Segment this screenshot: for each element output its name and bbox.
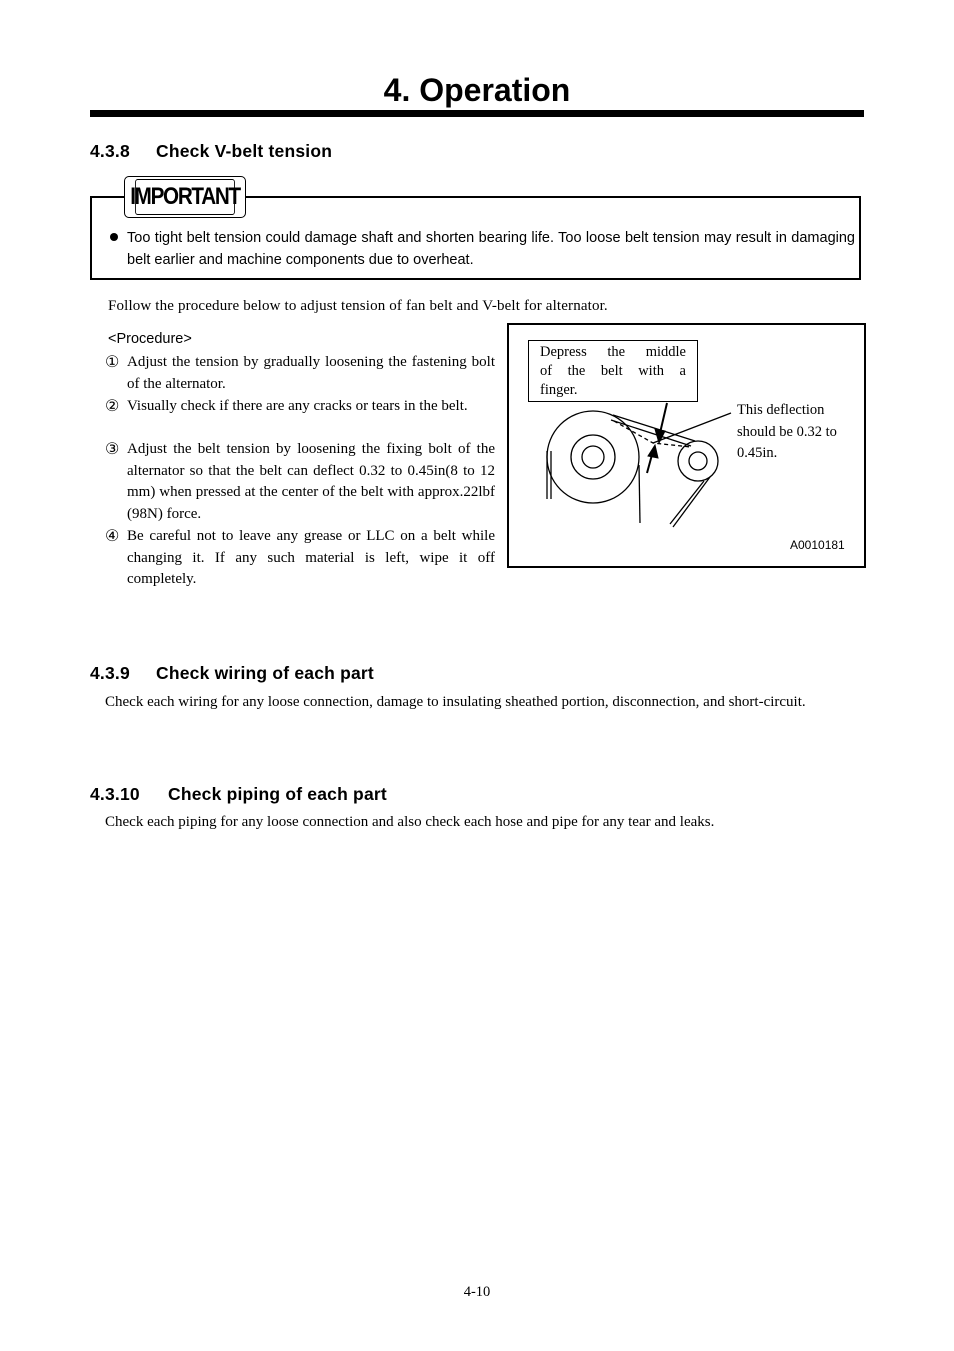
arrow-down-line — [660, 403, 667, 433]
section-body-4310: Check each piping for any loose connection and also check each hose and pipe for any tear and leaks. — [105, 814, 715, 830]
alternator-pulley-outer — [678, 441, 718, 481]
important-label — [124, 176, 246, 218]
step-marker: ① — [105, 354, 120, 371]
important-text: Too tight belt tension could damage shaft and shorten bearing life. Too loose belt tension may result in damaging belt earlier and machine components due to overheat. — [127, 230, 855, 268]
procedure-label: <Procedure> — [108, 331, 192, 347]
section-heading-4310 — [90, 784, 387, 805]
important-label-text: IMPORTANT — [135, 179, 235, 215]
step-marker: ④ — [105, 528, 120, 545]
arrow-up-head — [648, 445, 658, 458]
page-number: 4-10 — [463, 1284, 491, 1300]
section-number: 4.3.8 — [90, 141, 130, 161]
step-marker: ② — [105, 398, 120, 415]
title-rule — [90, 110, 864, 117]
step-marker: ③ — [105, 441, 120, 458]
section-body-439: Check each wiring for any loose connection, damage to insulating sheathed portion, disconnection, and short-circuit. — [105, 694, 806, 710]
section-heading-439 — [90, 663, 374, 684]
section-heading-438 — [90, 141, 332, 162]
procedure-step-3 — [105, 439, 495, 526]
intro-text: Follow the procedure below to adjust tension of fan belt and V-belt for alternator. — [108, 298, 608, 314]
step-text: Adjust the tension by gradually loosening the fastening bolt of the alternator. — [127, 354, 495, 392]
callout-line-3: finger. — [540, 382, 578, 398]
arrow-down-head — [655, 429, 665, 443]
deflection-note: This deflection should be 0.32 to 0.45in. — [737, 402, 837, 461]
section-title: Check V-belt tension — [156, 141, 333, 161]
figure-callout — [528, 340, 698, 402]
callout-line-1: Depress the middle — [540, 344, 686, 360]
section-number: 4.3.10 — [90, 784, 140, 804]
crank-pulley-ring — [571, 435, 615, 479]
alternator-pulley-hub — [689, 452, 707, 470]
procedure-step-2 — [105, 396, 495, 418]
step-text: Visually check if there are any cracks or tears in the belt. — [127, 398, 468, 414]
section-title: Check piping of each part — [168, 784, 387, 804]
chapter-title: 4. Operation — [383, 72, 571, 108]
bullet-icon — [110, 233, 118, 241]
callout-line-2: of the belt with a — [540, 363, 686, 379]
section-number: 4.3.9 — [90, 663, 130, 683]
step-text: Be careful not to leave any grease or LLC on a belt while changing it. If any such material is left, wipe it off completely. — [127, 528, 495, 588]
crank-pulley-hub — [582, 446, 604, 468]
step-text: Adjust the belt tension by loosening the fixing bolt of the alternator so that the belt can deflect 0.32 to 0.45in(8 to 12 mm) when pressed at the center of the belt with approx.22lbf (98N) force. — [127, 441, 495, 523]
figure-code: A0010181 — [790, 538, 845, 552]
section-title: Check wiring of each part — [156, 663, 374, 683]
procedure-step-1 — [105, 352, 495, 395]
procedure-step-4 — [105, 526, 495, 591]
